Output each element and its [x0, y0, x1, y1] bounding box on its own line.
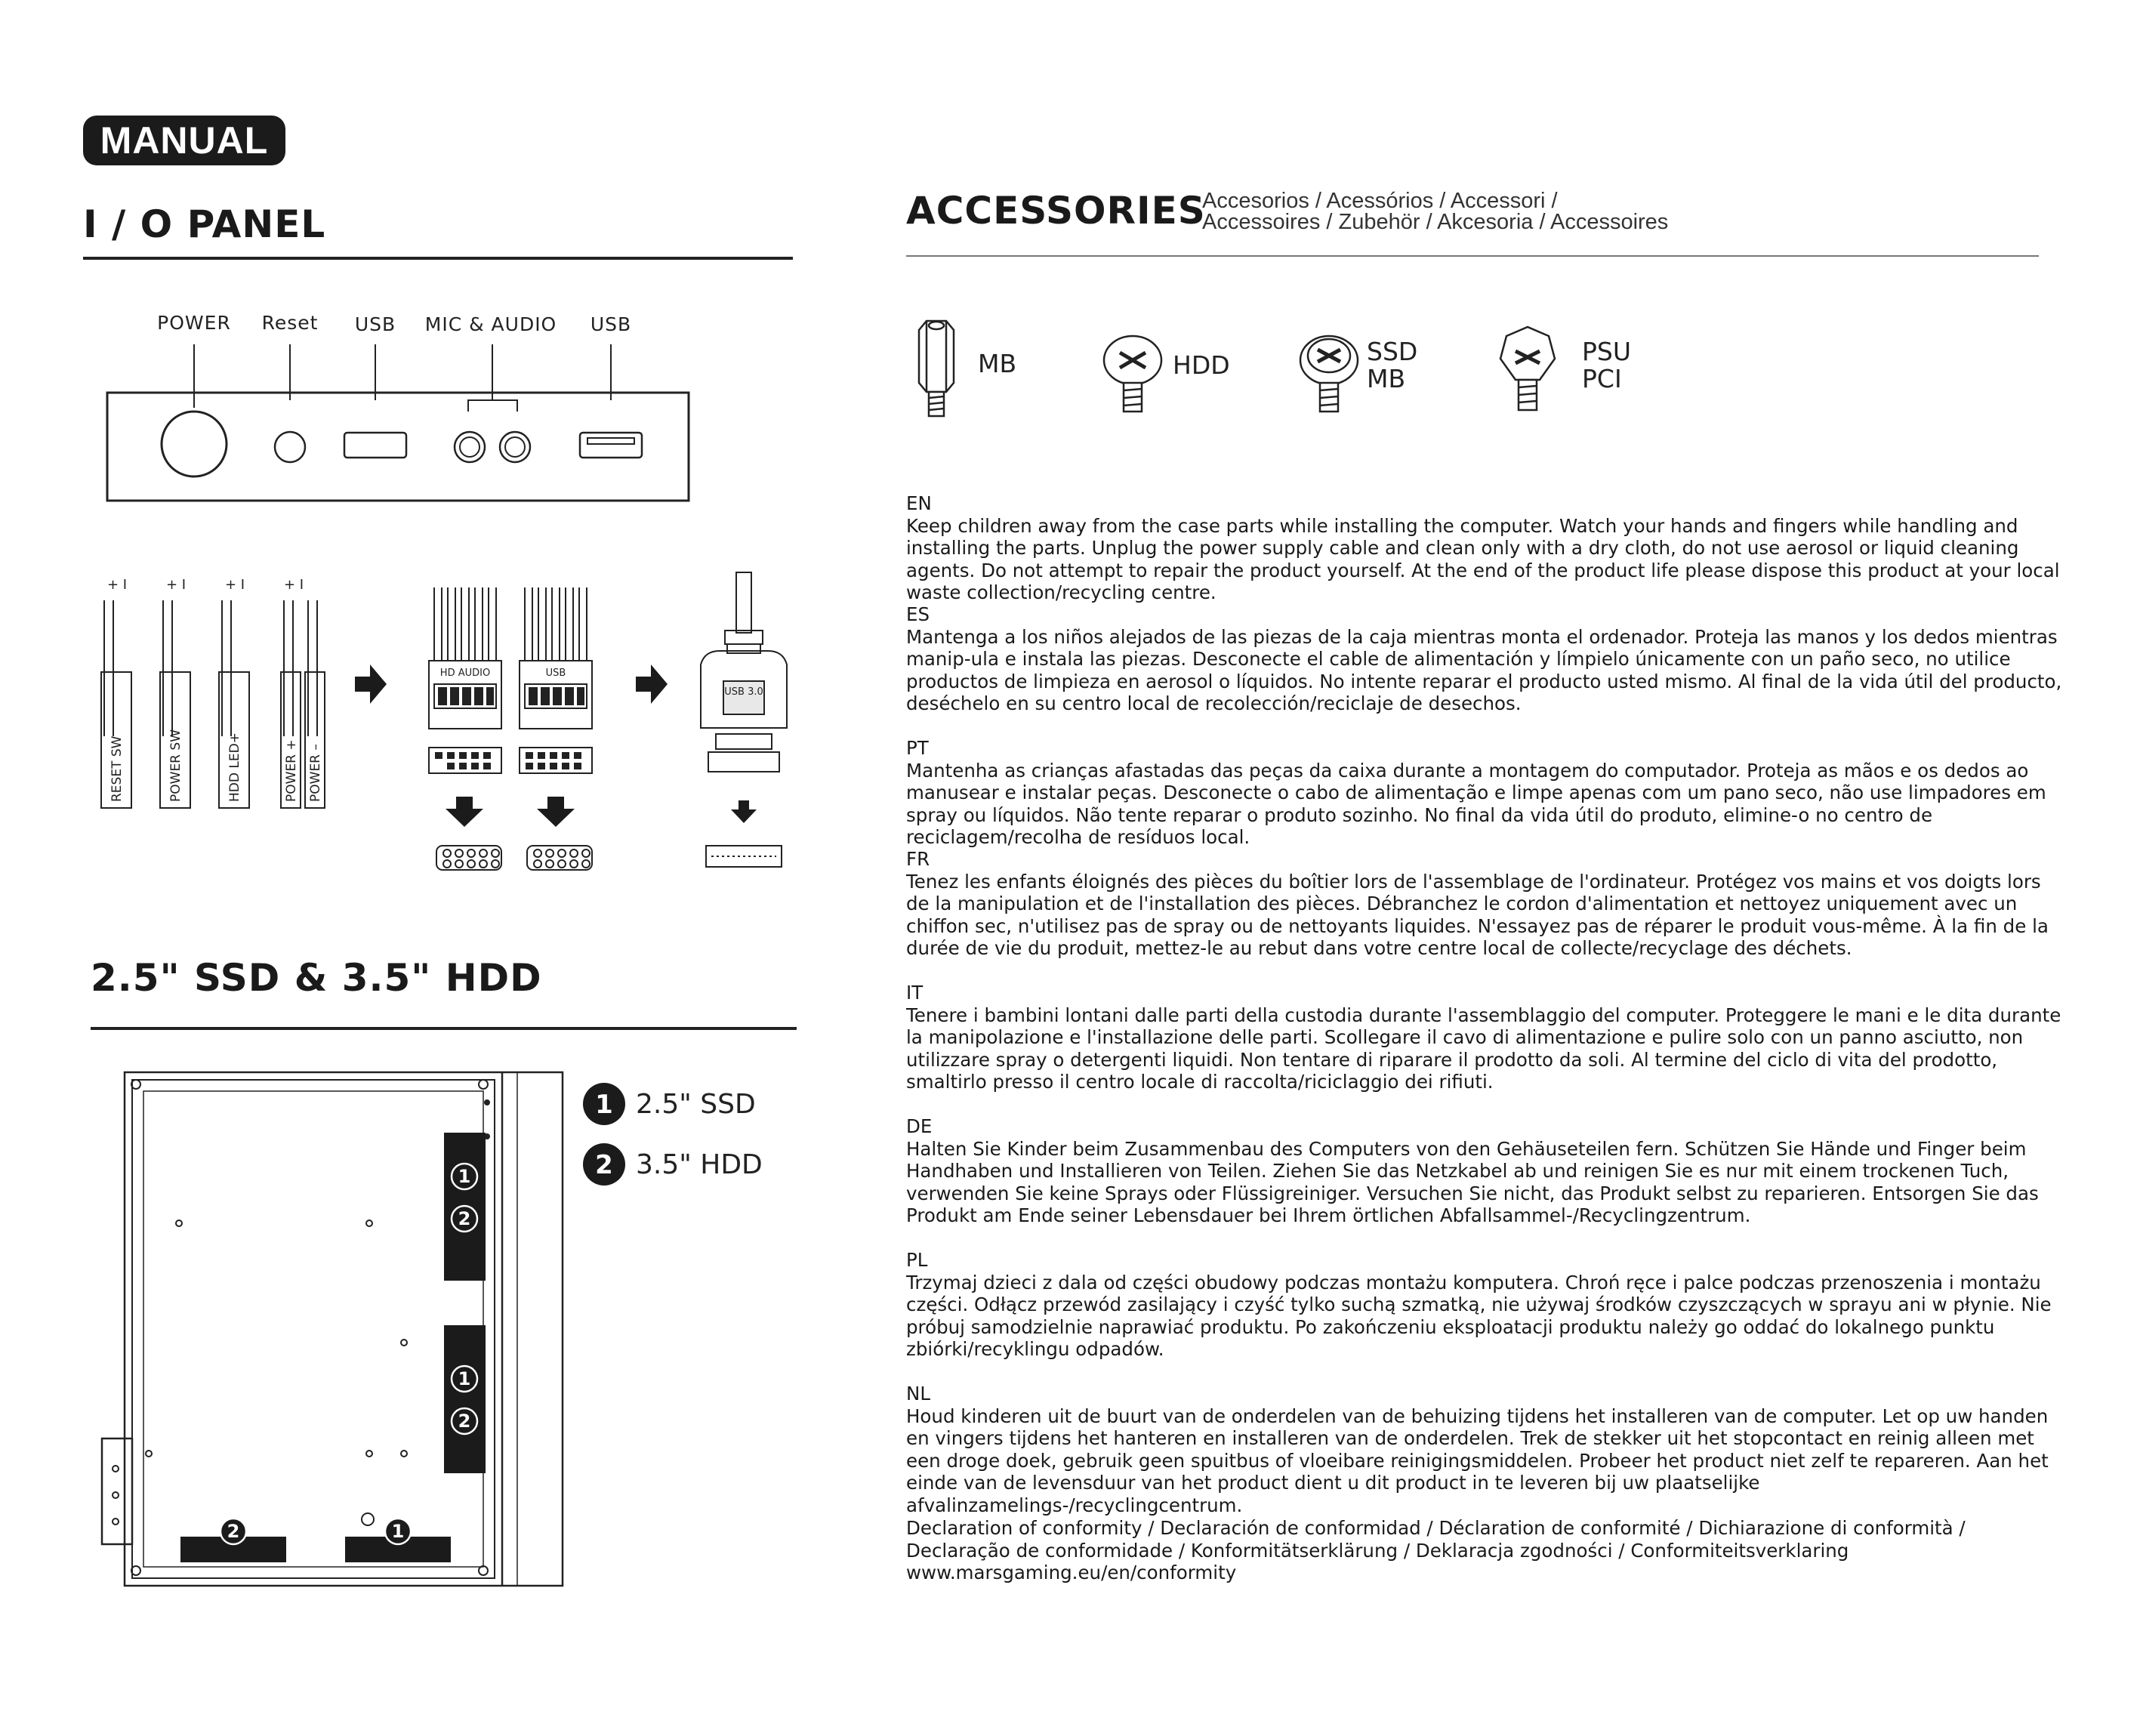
polarity-mark: + I: [284, 577, 304, 593]
connector-label-hd-audio: HD AUDIO: [439, 668, 491, 679]
slot-marker: 2: [458, 1411, 471, 1432]
io-panel-diagram: [98, 302, 702, 513]
safety-text-fr: FR Tenez les enfants éloignés des pièces du boîtier lors de l'assemblage de l'ordinateur. Protégez vos mains et vos doigts lors de la manipulation et de l'installation des pièces. Débranchez le cordon d'alimentation et nettoyez uniquement avec un chiffon sec, n'utilisez pas de spray ou de nettoyants liquides. N'essayez pas de réparer le produit vous-même. À la fin de la durée de vie du produit, mettez-le au rebut dans votre centre local de collecte/recyclage des déchets.: [906, 848, 2049, 959]
arrow-down-icon: [537, 797, 575, 827]
safety-text-pt: PT Mantenha as crianças afastadas das peças da caixa durante a montagem do computador. Proteja as mãos e os dedos ao manusear e instalar peças. Desconecte o cabo de alimentação e limpe apenas com um pano seco, não use limpadores em spray ou líquidos. Não tente reparar o produto sozinho. No final da vida útil do produto, elimine-o no centro de reciclagem/recolha de resíduos local.: [906, 737, 2046, 848]
storage-title: 2.5" SSD & 3.5" HDD: [91, 956, 542, 1000]
legend-number-2: 2: [595, 1150, 613, 1180]
polarity-mark: + I: [166, 577, 187, 593]
front-panel-connectors-diagram: [91, 566, 808, 883]
slot-marker: 1: [391, 1521, 405, 1542]
arrow-down-icon: [446, 797, 483, 827]
arrow-right-icon: [355, 664, 387, 704]
port-label-power: POWER: [157, 312, 231, 334]
screw-label-mb-2: MB: [1367, 364, 1406, 393]
accessories-rule: [906, 255, 2039, 257]
cable-label-power-minus: POWER –: [308, 744, 323, 802]
connector-label-usb3: USB 3.0: [724, 686, 763, 698]
safety-text-es: ES Mantenga a los niños alejados de las piezas de la caja mientras monta el ordenador. Proteja las manos y los dedos mientras manip-ula e instala las piezas. Desconecte el cable de alimentación y límpielo únicamente con un paño seco, no utilice productos de limpieza en aerosol o líquidos. No intente reparar el producto usted mismo. Al final de la vida útil del producto, deséchelo en su centro local de recolección/reciclaje de desechos.: [906, 603, 2062, 714]
io-panel-rule: [83, 257, 793, 260]
port-label-reset: Reset: [261, 312, 319, 334]
storage-chassis-diagram: [94, 1057, 578, 1601]
safety-text-it: IT Tenere i bambini lontani dalle parti della custodia durante l'assemblaggio del computer. Proteggere le mani e le dita durante la manipolazione e l'installazione delle parti. Scollegare il cavo di alimentazione e pulire solo con un panno asciutto, non utilizzare spray o detergenti liquidi. Non tentare di riparare il prodotto da soli. Al termine del ciclo di vita del prodotto, smaltirlo presso il centro locale di raccolta/riciclaggio dei rifiuti.: [906, 982, 2061, 1093]
polarity-mark: + I: [107, 577, 128, 593]
legend-label-hdd: 3.5" HDD: [636, 1149, 763, 1180]
screw-label-ssd: SSD: [1367, 337, 1418, 366]
safety-text-nl: NL Houd kinderen uit de buurt van de onderdelen van de behuizing tijdens het installeren van de computer. Let op uw handen en vingers tijdens het hanteren en installeren van de onderdelen. Trek de stekker uit het stopcontact en reinig alleen met een droge doek, gebruik geen spuitbus of vloeibare reinigingsmiddelen. Probeer het product niet zelf te repareren. Aan het einde van de levensduur van het product dient u dit product in te leveren bij uw plaatselijke afvalinzamelings-/recyclingcentrum.: [906, 1383, 2049, 1516]
storage-legend: [581, 1080, 808, 1186]
arrow-right-icon: [636, 664, 668, 704]
screw-label-psu: PSU: [1582, 337, 1632, 366]
polarity-mark: + I: [225, 577, 245, 593]
storage-rule: [91, 1027, 797, 1030]
legend-number-1: 1: [595, 1090, 613, 1120]
accessories-title: ACCESSORIES: [906, 189, 1206, 233]
standoff-screw-icon: [919, 321, 954, 416]
cable-label-power-plus: POWER +: [284, 739, 299, 802]
screw-label-mb: MB: [978, 349, 1017, 378]
port-label-usb-2: USB: [590, 313, 632, 335]
arrow-down-icon: [731, 800, 757, 823]
legend-label-ssd: 2.5" SSD: [636, 1089, 756, 1120]
port-label-mic-audio: MIC & AUDIO: [424, 313, 557, 335]
safety-text-de: DE Halten Sie Kinder beim Zusammenbau des Computers von den Gehäuseteilen fern. Schützen Sie Hände und Finger beim Handhaben und Installieren von Teilen. Ziehen Sie das Netzkabel ab und reinigen Sie es nur mit einem trockenen Tuch, verwenden Sie keine Sprays oder Flüssigreiniger. Versuchen Sie nicht, das Produkt selbst zu reparieren. Entsorgen Sie das Produkt am Ende seiner Lebensdauer bei Ihrem örtlichen Abfallsammel-/Recyclingzentrum.: [906, 1115, 2039, 1226]
connector-label-usb: USB: [545, 668, 566, 679]
ssd-mb-screw-icon: [1300, 336, 1358, 412]
screws-row: [910, 313, 1741, 427]
screw-label-pci: PCI: [1582, 364, 1622, 393]
slot-marker: 2: [227, 1521, 240, 1542]
manual-badge: MANUAL: [83, 116, 285, 165]
cable-label-hdd-led: HDD LED+: [227, 732, 242, 802]
cable-label-reset-sw: RESET SW: [109, 735, 125, 802]
safety-text-pl: PL Trzymaj dzieci z dala od części obudowy podczas montażu komputera. Chroń ręce i palce podczas przenoszenia i montażu części. Odłącz przewód zasilający i czyść tylko suchą szmatką, nie używaj środków czyszczących w sprayu ani w płynie. Nie próbuj samodzielnie naprawiać produktu. Po zakończeniu eksploatacji produktu należy go oddać do lokalnego punktu zbiórki/recyklingu odpadów.: [906, 1249, 2052, 1360]
cable-label-power-sw: POWER SW: [168, 729, 183, 802]
screw-label-hdd: HDD: [1173, 350, 1230, 380]
declaration-of-conformity: Declaration of conformity / Declaración de conformidad / Déclaration de conformité / Dichiarazione di conformità / Declaração de conformidade / Konformitätserklärung / Deklaracja zgodności / Conformiteitsverklaring www.marsgaming.eu/en/conformity: [906, 1517, 1966, 1583]
port-label-usb: USB: [354, 313, 396, 335]
slot-marker: 1: [458, 1166, 471, 1187]
slot-marker: 2: [458, 1208, 471, 1229]
accessories-subtitle: Accesorios / Acessórios / Accessori / Accessoires / Zubehör / Akcesoria / Accessoires: [1202, 189, 1669, 234]
hdd-screw-icon: [1104, 336, 1161, 412]
psu-pci-screw-icon: [1500, 327, 1555, 410]
safety-text-en: EN Keep children away from the case parts while installing the computer. Watch your hands and fingers while handling and installing the parts. Unplug the power supply cable and clean only with a dry cloth, do not use aerosol or liquid cleaning agents. Do not attempt to repair the product yourself. At the end of the product life please dispose this product at your local waste collection/recycling centre.: [906, 492, 2060, 603]
io-panel-title: I / O PANEL: [83, 202, 326, 246]
slot-marker: 1: [458, 1368, 471, 1389]
